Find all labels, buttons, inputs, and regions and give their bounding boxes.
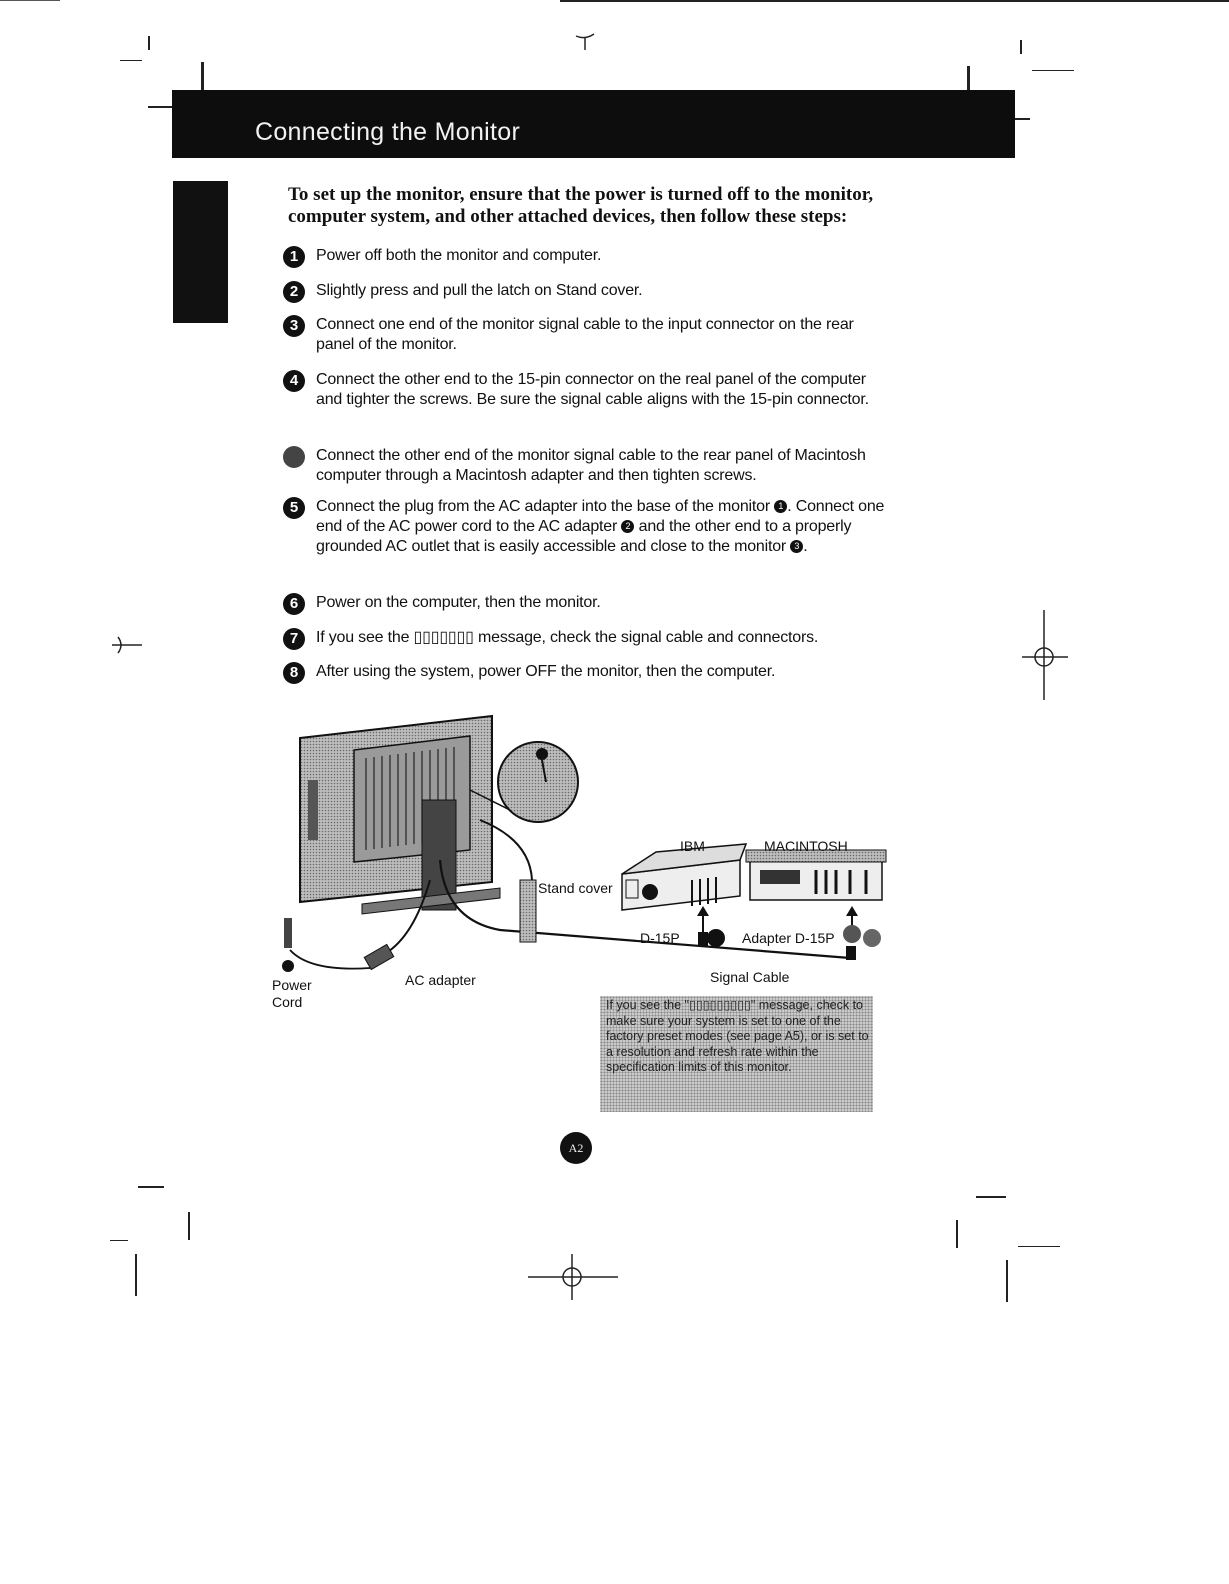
crop-mark [1032,70,1074,71]
crop-mark [976,1196,1006,1198]
registration-mark [570,30,600,52]
crop-mark [956,1220,958,1248]
step-text: After using the system, power OFF the monitor, then the computer. [316,663,776,680]
macintosh-label: MACINTOSH [764,838,848,854]
registration-mark [1020,610,1070,700]
crop-mark [148,36,150,50]
step-text: Connect one end of the monitor signal cable to the input connector on the rear panel of the monitor. [316,316,854,353]
step-marker: 4 [283,370,305,392]
crop-mark [138,1186,164,1188]
step-8 [283,662,893,684]
crop-mark [135,1254,137,1296]
intro-text: To set up the monitor, ensure that the power is turned off to the monitor, computer system, and other attached devices, then follow these steps: [288,184,874,227]
ibm-label: IBM [680,838,705,854]
crop-mark [148,106,174,108]
ac-adapter-label: AC adapter [405,972,476,988]
crop-mark [1018,1246,1060,1247]
note-text: If you see the "▯▯▯▯▯▯▯▯▯" message, check to make sure your system is set to one of the factory preset modes (see page A5), or is set to a resolution and refresh rate within the specification limits of this monitor. [606,998,869,1074]
step-text-part: and the other end to a properly grounded AC outlet that is easily accessible and close to the monitor [316,518,852,555]
macintosh-computer-illustration [746,850,886,900]
step-2 [283,281,893,303]
step-text: Power on the computer, then the monitor. [316,594,601,611]
monitor-rear-illustration [300,716,500,914]
step-mac [283,446,893,486]
step-marker: 2 [283,281,305,303]
callout-2-icon: 2 [621,520,634,533]
callout-3-icon: 3 [790,540,803,553]
power-cord-label: Power Cord [272,977,312,1010]
step-text-part: Connect the plug from the AC adapter into the base of the monitor [316,498,770,515]
mac-marker-icon [283,446,305,468]
step-text: Power off both the monitor and computer. [316,247,602,264]
step-marker: 8 [283,662,305,684]
signal-cable-label: Signal Cable [710,969,790,985]
stand-cover-label: Stand cover [538,880,613,896]
step-7 [283,628,893,650]
step-text-part: . [803,538,808,555]
step-marker: 5 [283,497,305,519]
connection-diagram [270,710,910,1030]
section-tab [173,181,228,323]
step-5 [283,497,893,557]
callout-1-icon: 1 [774,500,787,513]
step-3 [283,315,893,355]
page-number: A2 [560,1132,592,1164]
step-text: If you see the ▯▯▯▯▯▯▯ message, check the signal cable and connectors. [316,629,819,646]
step-1 [283,246,893,268]
step-marker: 1 [283,246,305,268]
step-marker: 7 [283,628,305,650]
d15p-label: D-15P [640,930,680,946]
step-text: Connect the other end of the monitor signal cable to the rear panel of Macintosh computer through a Macintosh adapter and then tighten screws. [316,447,866,484]
page-title: Connecting the Monitor [255,118,521,146]
step-4 [283,370,893,410]
crop-mark [110,1240,128,1241]
crop-mark [1020,40,1022,54]
crop-mark [0,0,60,1]
step-marker: 3 [283,315,305,337]
step-marker: 6 [283,593,305,615]
step-text [316,497,893,557]
adapter-d15p-label: Adapter D-15P [742,930,835,946]
crop-mark [1006,1260,1008,1302]
registration-mark [112,634,142,656]
crop-mark [188,1212,190,1240]
registration-mark [528,1252,618,1302]
step-text: Connect the other end to the 15-pin connector on the real panel of the computer and tighter the screws. Be sure the signal cable aligns with the 15-pin connector. [316,371,869,408]
step-text-part: . Connect one end of the AC power cord to the AC adapter [316,498,885,535]
crop-mark [120,60,142,61]
step-6 [283,593,893,615]
crop-mark [560,0,1229,2]
step-text: Slightly press and pull the latch on Stand cover. [316,282,643,299]
